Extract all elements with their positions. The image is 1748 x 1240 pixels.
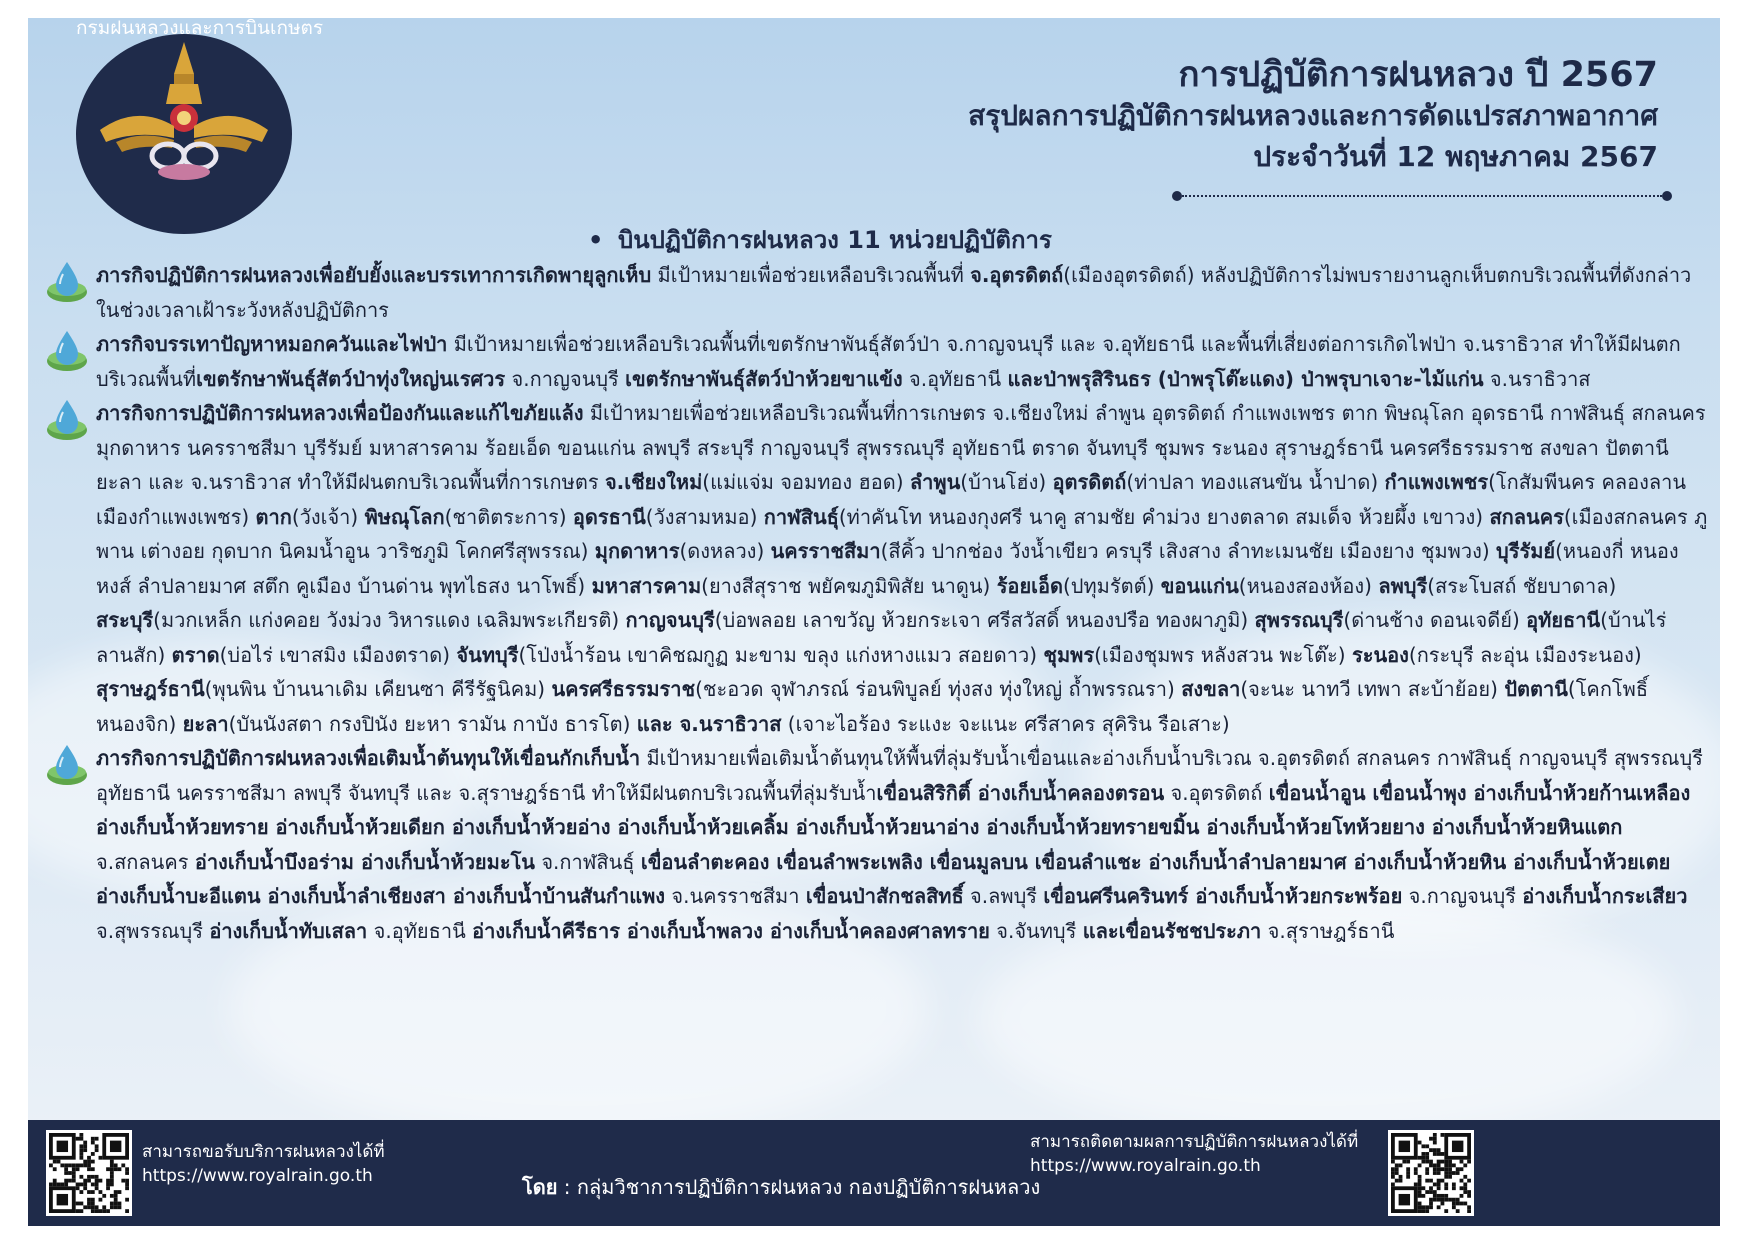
mission-highlight: ภารกิจปฏิบัติการฝนหลวงเพื่อยับยั้งและบรรเทาการเกิดพายุลูกเห็บ xyxy=(96,263,652,287)
section-heading xyxy=(588,222,1168,258)
mission-text: (โกสัมพีนคร คลองลาน เมืองกำแพงเพชร) xyxy=(96,470,1687,529)
emblem-text: กรมฝนหลวงและการบินเกษตร xyxy=(76,17,324,39)
mission-highlight: เขตรักษาพันธุ์สัตว์ป่าทุ่งใหญ่นเรศวร xyxy=(196,366,506,391)
mission-text: (บ่อพลอย เลาขวัญ ห้วยกระเจา ศรีสวัสดิ์ หนองปรือ ทองผาภูมิ) xyxy=(714,608,1255,632)
mission-highlight: อุตรดิตถ์ xyxy=(1052,470,1127,494)
mission-highlight: ร้อยเอ็ด xyxy=(996,573,1063,598)
mission-highlight: อุดรธานี xyxy=(572,504,646,529)
mission-highlight: กำแพงเพชร xyxy=(1384,470,1489,494)
mission-text: (ดงหลวง) xyxy=(679,539,771,563)
mission-text: (กระบุรี ละอุ่น เมืองระนอง) xyxy=(1408,642,1642,667)
mission-text: (บ้านโฮ่ง) xyxy=(960,470,1053,494)
mission-text: มีเป้าหมายเพื่อช่วยเหลือบริเวณพื้นที่ xyxy=(651,263,971,287)
mission-text: (โคกโพธิ์ หนองจิก) xyxy=(96,677,1649,736)
mission-highlight: อุทัยธานี xyxy=(1526,608,1601,632)
mission-highlight: เขื่อนลำตะคอง เขื่อนลำพระเพลิง เขื่อนมูลบน เขื่อนลำแชะ อ่างเก็บน้ำลำปลายมาศ อ่างเก็บน้ำห้วยหิน อ่างเก็บน้ำห้วยเตย อ่างเก็บน้ำบะอีแตน อ่างเก็บน้ำลำเชียงสา อ่างเก็บน้ำบ้านสันกำแพง xyxy=(96,849,1671,908)
mission-highlight: กาญจนบุรี xyxy=(625,608,715,632)
mission-text: (หนองกี่ หนองหงส์ ลำปลายมาศ สตึก คูเมือง บ้านด่าน พุทไธสง นาโพธิ์) xyxy=(96,539,1679,598)
rain-drop-globe-icon xyxy=(44,258,90,304)
missions-list xyxy=(44,258,1710,948)
mission-text: (ชะอวด จุฬาภรณ์ ร่อนพิบูลย์ ทุ่งสง ทุ่งใหญ่ ถ้ำพรรณรา) xyxy=(695,677,1182,701)
mission-text: (แม่แจ่ม จอมทอง ฮอด) xyxy=(702,470,910,494)
footer-bar xyxy=(28,1120,1720,1226)
mission-text: (จะนะ นาทวี เทพา สะบ้าย้อย) xyxy=(1240,677,1505,701)
mission-highlight: สงขลา xyxy=(1181,677,1241,701)
qr-code-icon xyxy=(1391,1133,1471,1213)
mission-highlight: เขื่อนป่าสักชลสิทธิ์ xyxy=(805,884,964,908)
credit-prefix: โดย xyxy=(522,1175,558,1199)
mission-text: (ด่านช้าง ดอนเจดีย์) xyxy=(1343,608,1527,632)
mission-text: (เจาะไอร้อง ระแงะ จะแนะ ศรีสาคร สุคิริน รือเสาะ) xyxy=(781,711,1230,736)
follow-results-label: สามารถติดตามผลการปฏิบัติการฝนหลวงได้ที่ xyxy=(1030,1132,1359,1152)
mission-text: จ.นราธิวาส xyxy=(1483,366,1591,391)
mission-highlight: ลพบุรี xyxy=(1378,573,1428,598)
emblem-icon xyxy=(76,17,324,234)
mission-highlight: เขตรักษาพันธุ์สัตว์ป่าห้วยขาแข้ง xyxy=(625,366,903,391)
mission-highlight: พิษณุโลก xyxy=(364,504,445,529)
infographic-frame xyxy=(28,18,1720,1226)
footer-right-text xyxy=(1030,1130,1358,1178)
mission-text: จ.กาฬสินธุ์ xyxy=(534,849,641,874)
mission-text: จ.สุพรรณบุรี xyxy=(96,918,210,943)
mission-highlight: ขอนแก่น xyxy=(1160,573,1239,598)
mission-text: จ.อุทัยธานี xyxy=(367,918,473,943)
mission-text: จ.กาญจนบุรี xyxy=(505,366,626,391)
mission-text: จ.สุราษฎร์ธานี xyxy=(1261,918,1395,943)
mission-text: (ชาติตระการ) xyxy=(444,504,573,529)
mission-text: (โป่งน้ำร้อน เขาคิชฌกูฏ มะขาม ขลุง แก่งหางแมว สอยดาว) xyxy=(518,642,1044,667)
mission-item xyxy=(44,396,1710,741)
mission-text: จ.สกลนคร xyxy=(96,849,195,874)
mission-highlight: ภารกิจการปฏิบัติการฝนหลวงเพื่อป้องกันและแก้ไขภัยแล้ง xyxy=(96,401,584,425)
mission-text: (มวกเหล็ก แก่งคอย วังม่วง วิหารแดง เฉลิมพระเกียรติ) xyxy=(153,608,626,632)
mission-highlight: มุกดาหาร xyxy=(594,539,680,563)
mission-highlight: เขื่อนน้ำอูน เขื่อนน้ำพุง อ่างเก็บน้ำห้วยก้านเหลือง อ่างเก็บน้ำห้วยทราย อ่างเก็บน้ำห้วยเดียก อ่างเก็บน้ำห้วยอ่าง อ่างเก็บน้ำห้วยเคลิ้ม อ่างเก็บน้ำห้วยนาอ่าง อ่างเก็บน้ำห้วยทรายขมิ้น อ่างเก็บน้ำห้วยโทห้วยยาง อ่างเก็บน้ำห้วยหินแตก xyxy=(96,780,1691,839)
mission-highlight: จ.อุตรดิตถ์ xyxy=(970,263,1064,287)
follow-results-url[interactable]: https://www.royalrain.go.th xyxy=(1030,1156,1261,1176)
mission-text: (ยางสีสุราช พยัคฆภูมิพิสัย นาดูน) xyxy=(701,573,997,598)
mission-highlight: อ่างเก็บน้ำบึงอร่าม อ่างเก็บน้ำห้วยมะโน xyxy=(194,849,535,874)
page-subtitle: สรุปผลการปฏิบัติการฝนหลวงและการดัดแปรสภาพอากาศ xyxy=(968,99,1658,132)
title-divider xyxy=(1172,190,1672,202)
qr-code-right[interactable] xyxy=(1388,1130,1474,1216)
mission-text: จ.อุตรดิตถ์ xyxy=(1164,780,1269,805)
mission-highlight: บุรีรัมย์ xyxy=(1496,539,1556,563)
mission-highlight: ลำพูน xyxy=(909,470,961,494)
footer-credit xyxy=(522,1172,1040,1202)
mission-highlight: ตาก xyxy=(255,504,292,529)
mission-highlight: มหาสารคาม xyxy=(591,573,702,598)
mission-highlight: สกลนคร xyxy=(1489,504,1564,529)
mission-text: (เมืองอุตรดิตถ์) หลังปฏิบัติการไม่พบรายงานลูกเห็บตกบริเวณพื้นที่ดังกล่าว ในช่วงเวลาเฝ้าระวังหลังปฏิบัติการ xyxy=(96,263,1692,322)
section-heading-text: บินปฏิบัติการฝนหลวง 11 หน่วยปฏิบัติการ xyxy=(618,226,1052,254)
mission-highlight: นครราชสีมา xyxy=(770,539,881,563)
mission-highlight: จ.เชียงใหม่ xyxy=(604,470,703,494)
footer-left-text xyxy=(142,1140,385,1188)
mission-highlight: เขื่อนสิริกิติ์ อ่างเก็บน้ำคลองตรอน xyxy=(876,780,1165,805)
mission-highlight: และเขื่อนรัชชประภา xyxy=(1082,918,1262,943)
mission-highlight: เขื่อนศรีนครินทร์ อ่างเก็บน้ำห้วยกระพร้อย xyxy=(1043,884,1403,908)
mission-text: (หนองสองห้อง) xyxy=(1238,573,1379,598)
qr-code-left[interactable] xyxy=(46,1130,132,1216)
report-date: ประจำวันที่ 12 พฤษภาคม 2567 xyxy=(1253,140,1658,173)
mission-highlight: ภารกิจบรรเทาปัญหาหมอกควันและไฟป่า xyxy=(96,332,448,356)
rain-drop-globe-icon xyxy=(44,741,90,787)
rain-drop-globe-icon xyxy=(44,327,90,373)
mission-text: (สีคิ้ว ปากช่อง วังน้ำเขียว ครบุรี เสิงสาง ลำทะเมนชัย เมืองยาง ชุมพวง) xyxy=(880,539,1497,563)
credit-text: : กลุ่มวิชาการปฏิบัติการฝนหลวง กองปฏิบัติการฝนหลวง xyxy=(557,1175,1041,1199)
mission-highlight: ปัตตานี xyxy=(1504,677,1568,701)
mission-highlight: อ่างเก็บน้ำทับเสลา xyxy=(209,918,368,943)
mission-highlight: อ่างเก็บน้ำกระเสียว xyxy=(1522,884,1688,908)
mission-text: จ.กาญจนบุรี xyxy=(1402,884,1523,908)
mission-highlight: สุพรรณบุรี xyxy=(1254,608,1344,632)
mission-highlight: สระบุรี xyxy=(96,608,154,632)
mission-text: (บ่อไร่ เขาสมิง เมืองตราด) xyxy=(219,642,457,667)
mission-highlight: กาฬสินธุ์ xyxy=(763,504,839,529)
mission-text: (สระโบสถ์ ชัยบาดาล) xyxy=(1427,573,1617,598)
mission-text: (ท่าคันโท หนองกุงศรี นาคู สามชัย คำม่วง ยางตลาด สมเด็จ ห้วยผึ้ง เขาวง) xyxy=(838,504,1490,529)
service-request-label: สามารถขอรับบริการฝนหลวงได้ที่ xyxy=(142,1142,385,1162)
mission-text: จ.ลพบุรี xyxy=(963,884,1044,908)
mission-highlight: จันทบุรี xyxy=(456,642,519,667)
mission-highlight: และป่าพรุสิรินธร (ป่าพรุโต๊ะแดง) ป่าพรุบาเจาะ-ไม้แก่น xyxy=(1007,366,1484,391)
mission-text: (บันนังสตา กรงปินัง ยะหา รามัน กาบัง ธารโต) xyxy=(228,711,637,736)
emblem-logo xyxy=(76,17,324,234)
mission-text: (วังเจ้า) xyxy=(291,504,365,529)
mission-highlight: สุราษฎร์ธานี xyxy=(96,677,205,701)
mission-text: (พุนพิน บ้านนาเดิม เคียนซา คีรีรัฐนิคม) xyxy=(204,677,552,701)
mission-text: (ปทุมรัตต์) xyxy=(1063,573,1161,598)
qr-code-icon xyxy=(49,1133,129,1213)
mission-highlight: ยะลา xyxy=(182,711,229,736)
mission-text: (บ้านไร่ ลานสัก) xyxy=(96,608,1667,667)
bullet-icon: • xyxy=(588,226,604,254)
rain-drop-globe-icon xyxy=(44,396,90,442)
mission-text: (วังสามหมอ) xyxy=(645,504,764,529)
mission-highlight: ตราด xyxy=(171,642,220,667)
mission-item xyxy=(44,327,1710,396)
title-block xyxy=(968,54,1658,178)
mission-text: จ.จันทบุรี xyxy=(989,918,1083,943)
mission-text: จ.นครราชสีมา xyxy=(665,884,806,908)
mission-text: (ท่าปลา ทองแสนขัน น้ำปาด) xyxy=(1126,470,1385,494)
mission-highlight: ชุมพร xyxy=(1043,642,1095,667)
mission-highlight: อ่างเก็บน้ำคีรีธาร อ่างเก็บน้ำพลวง อ่างเก็บน้ำคลองศาลทราย xyxy=(472,918,990,943)
mission-text: จ.อุทัยธานี xyxy=(902,366,1008,391)
mission-highlight: นครศรีธรรมราช xyxy=(551,677,696,701)
mission-item xyxy=(44,258,1710,327)
page-title: การปฏิบัติการฝนหลวง ปี 2567 xyxy=(1178,55,1658,95)
mission-text: (เมืองชุมพร หลังสวน พะโต๊ะ) xyxy=(1094,642,1352,667)
mission-text: มีเป้าหมายเพื่อช่วยเหลือบริเวณพื้นที่เขตรักษาพันธุ์สัตว์ป่า จ.กาญจนบุรี และ จ.อุทัยธานี และพื้นที่เสี่ยงต่อการเกิดไฟป่า จ.นราธิวาส ทำให้มีฝนตกบริเวณพื้นที่ xyxy=(96,332,1681,391)
service-request-url[interactable]: https://www.royalrain.go.th xyxy=(142,1166,373,1186)
mission-text: (เมืองสกลนคร ภูพาน เต่างอย กุดบาก นิคมน้ำอูน วาริชภูมิ โคกศรีสุพรรณ) xyxy=(96,504,1708,563)
mission-text: มีเป้าหมายเพื่อเติมน้ำต้นทุนให้พื้นที่ลุ่มรับน้ำเขื่อนและอ่างเก็บน้ำบริเวณ จ.อุตรดิตถ์ สกลนคร กาฬสินธุ์ กาญจนบุรี สุพรรณบุรี อุทัยธานี นครราชสีมา ลพบุรี จันทบุรี และ จ.สุราษฎร์ธานี ทำให้มีฝนตกบริเวณพื้นที่ลุ่มรับน้ำ xyxy=(96,746,1703,805)
mission-highlight: ระนอง xyxy=(1351,642,1409,667)
mission-highlight: และ จ.นราธิวาส xyxy=(636,711,782,736)
mission-text: มีเป้าหมายเพื่อช่วยเหลือบริเวณพื้นที่การเกษตร จ.เชียงใหม่ ลำพูน อุตรดิตถ์ กำแพงเพชร ตาก พิษณุโลก อุดรธานี กาฬสินธุ์ สกลนคร มุกดาหาร นครราชสีมา บุรีรัมย์ มหาสารคาม ร้อยเอ็ด ขอนแก่น ลพบุรี สระบุรี กาญจนบุรี สุพรรณบุรี อุทัยธานี ตราด จันทบุรี ชุมพร ระนอง สุราษฎร์ธานี นครศรีธรรมราช สงขลา ปัตตานี ยะลา และ จ.นราธิวาส ทำให้มีฝนตกบริเวณพื้นที่การเกษตร xyxy=(96,401,1706,494)
mission-highlight: ภารกิจการปฏิบัติการฝนหลวงเพื่อเติมน้ำต้นทุนให้เขื่อนกักเก็บน้ำ xyxy=(96,746,641,770)
mission-item xyxy=(44,741,1710,948)
